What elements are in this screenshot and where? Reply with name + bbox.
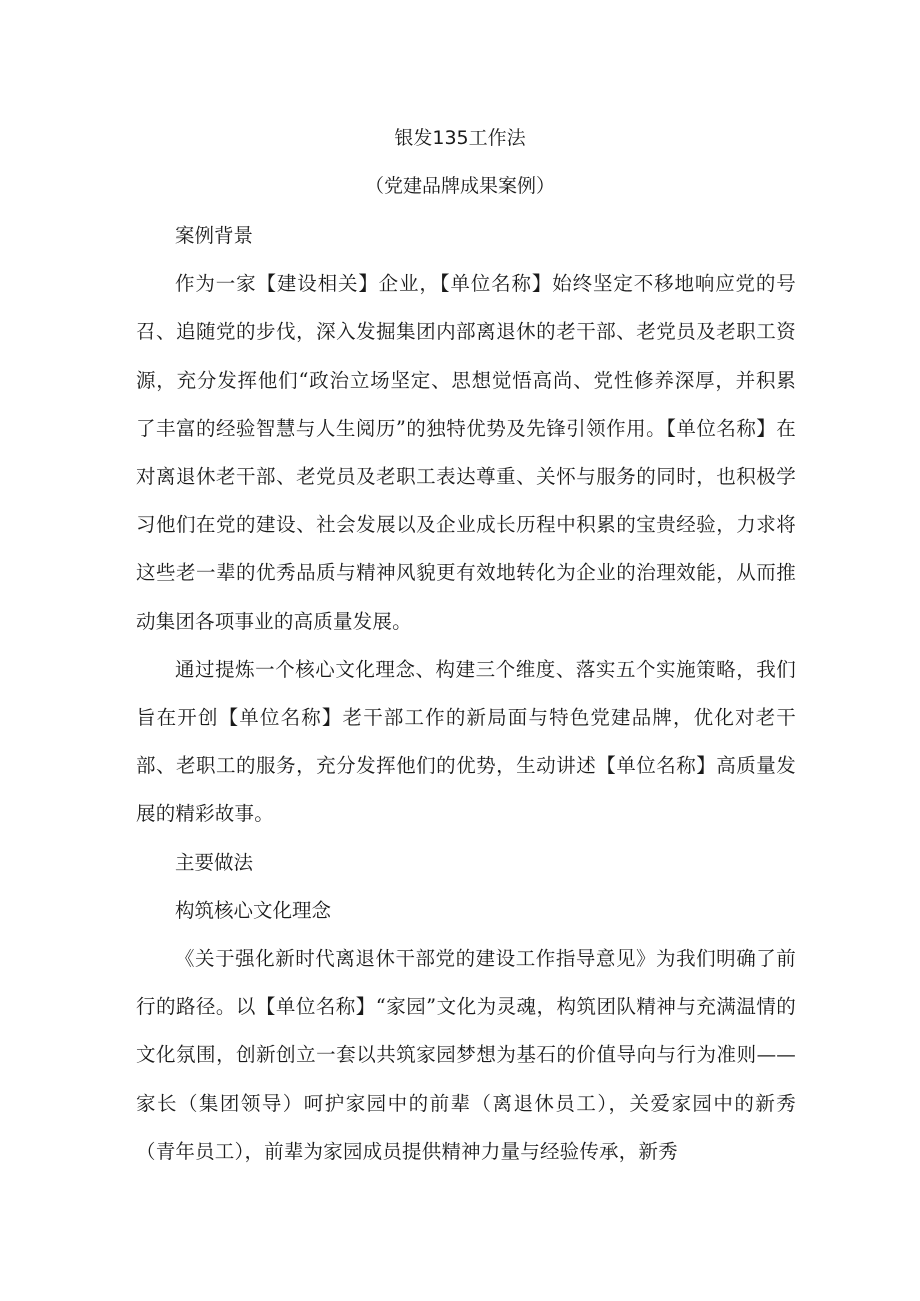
document-subtitle: （党建品牌成果案例） — [364, 175, 555, 197]
subsection-heading-core-culture: 构筑核心文化理念 — [175, 898, 332, 922]
paragraph-core-culture-1: 《关于强化新时代离退休干部党的建设工作指导意见》为我们明确了前行的路径。以【单位名称】“家园”文化为灵魂，构筑团队精神与充满温情的文化氛围，创新创立一套以共筑家园梦想为基石的价值导向与行为准则——家长（集团领导）呵护家园中的前辈（离退休员工），关爱家园中的新秀（青年员工），前辈为家园成员提供精神力量与经验传承，新秀 — [136, 947, 796, 1163]
document-title: 银发135工作法 — [394, 127, 526, 149]
document-body — [136, 212, 796, 1176]
paragraph-background-2: 通过提炼一个核心文化理念、构建三个维度、落实五个实施策略，我们旨在开创【单位名称】老干部工作的新局面与特色党建品牌，优化对老干部、老职工的服务，充分发挥他们的优势，生动讲述【单位名称】高质量发展的精彩故事。 — [136, 657, 796, 826]
section-heading-background: 案例背景 — [175, 224, 254, 247]
paragraph-background-1: 作为一家【建设相关】企业，【单位名称】始终坚定不移地响应党的号召、追随党的步伐，深入发掘集团内部离退休的老干部、老党员及老职工资源，充分发挥他们“政治立场坚定、思想觉悟高尚、党性修养深厚，并积累了丰富的经验智慧与人生阅历”的独特优势及先锋引领作用。【单位名称】在对离退休老干部、老党员及老职工表达尊重、关怀与服务的同时，也积极学习他们在党的建设、社会发展以及企业成长历程中积累的宝贵经验，力求将这些老一辈的优秀品质与精神风貌更有效地转化为企业的治理效能，从而推动集团各项事业的高质量发展。 — [136, 272, 796, 633]
section-heading-methods: 主要做法 — [175, 850, 254, 874]
